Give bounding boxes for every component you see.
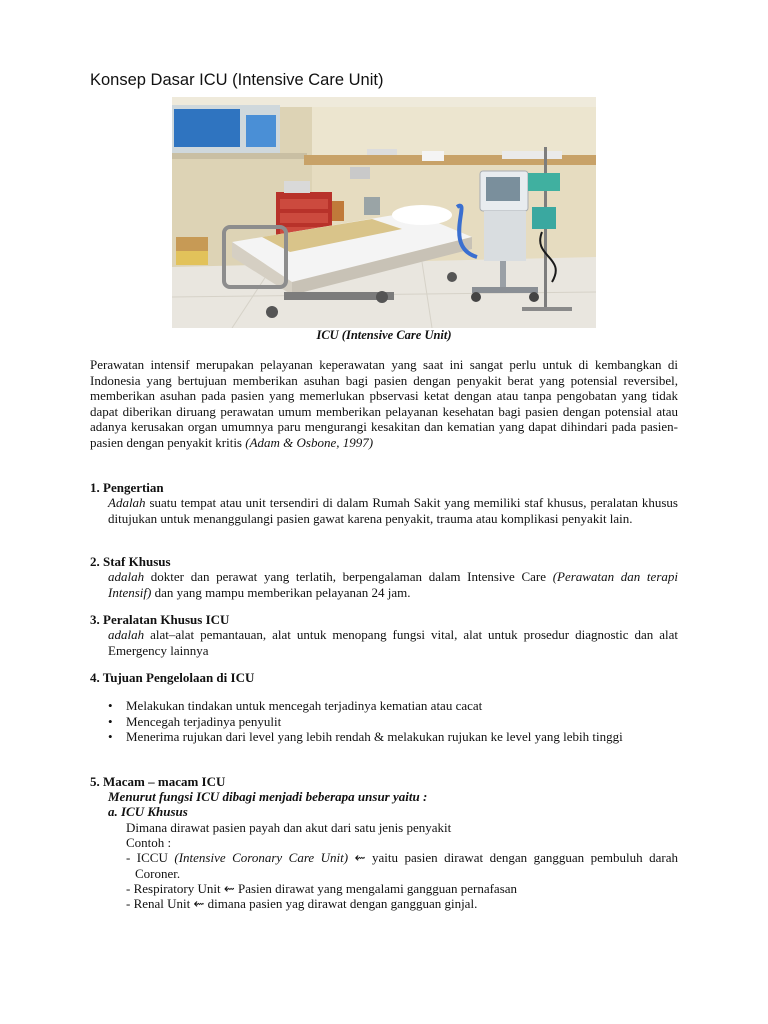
page-title: Konsep Dasar ICU (Intensive Care Unit): [90, 71, 384, 89]
section-5-sub-a-desc: Dimana dirawat pasien payah dan akut dari satu jenis penyakit: [126, 820, 452, 835]
icu-room-photo: [172, 97, 596, 328]
section-1-body: [108, 495, 678, 526]
section-3-lead: adalah: [108, 627, 145, 642]
section-5-contoh: Contoh :: [126, 835, 172, 850]
section-5-item-3: - Renal Unit ⇜ dimana pasien yag dirawat dengan gangguan ginjal.: [126, 896, 478, 911]
item-1-prefix: - ICCU: [126, 850, 175, 865]
section-4-heading: 4. Tujuan Pengelolaan di ICU: [90, 670, 255, 685]
section-1-heading: 1. Pengertian: [90, 480, 164, 495]
section-2-heading: 2. Staf Khusus: [90, 554, 171, 569]
section-2-tail: dan yang mampu memberikan pelayanan 24 jam.: [151, 584, 411, 600]
section-5-item-1: [126, 850, 678, 881]
section-5-sub-a: a. ICU Khusus: [108, 804, 188, 819]
section-3-heading: 3. Peralatan Khusus ICU: [90, 612, 230, 627]
section-1-lead: Adalah: [108, 495, 146, 510]
icu-photo-illustration: [172, 97, 596, 328]
list-item: • Menerima rujukan dari level yang lebih rendah & melakukan rujukan ke level yang lebih tinggi: [108, 729, 678, 745]
section-3-body: [108, 627, 678, 658]
section-4-bullet-list: [108, 698, 678, 745]
section-2-italic: (Perawatan dan terapi Intensif): [108, 569, 678, 600]
section-5-intro: Menurut fungsi ICU dibagi menjadi beberapa unsur yaitu :: [108, 789, 428, 804]
section-3-text: alat–alat pemantauan, alat untuk menopang fungsi vital, alat untuk prosedur diagnostic dan alat Emergency lainnya: [108, 627, 678, 658]
section-5-heading: 5. Macam – macam ICU: [90, 774, 226, 789]
item-1-italic: (Intensive Coronary Care Unit): [174, 850, 349, 865]
section-2-text: dokter dan perawat yang terlatih, berpengalaman dalam Intensive Care: [144, 569, 553, 584]
section-2-lead: adalah: [108, 569, 145, 584]
list-item: • Mencegah terjadinya penyulit: [108, 714, 678, 730]
list-item: • Melakukan tindakan untuk mencegah terjadinya kematian atau cacat: [108, 698, 678, 714]
section-1-text: suatu tempat atau unit tersendiri di dalam Rumah Sakit yang memiliki staf khusus, peralatan khusus ditujukan untuk menanggulangi pasien gawat karena penyakit, trauma atau komplikasi penyakit lain.: [108, 495, 678, 526]
intro-paragraph: [90, 357, 678, 450]
intro-citation: (Adam & Osbone, 1997): [245, 434, 374, 450]
figure-caption: ICU (Intensive Care Unit): [316, 328, 452, 342]
section-5-item-2: - Respiratory Unit ⇜ Pasien dirawat yang mengalami gangguan pernafasan: [126, 881, 518, 896]
intro-text: Perawatan intensif merupakan pelayanan keperawatan yang saat ini sangat perlu untuk di kembangkan di Indonesia yang bertujuan memberikan asuhan bagi pasien dengan penyakit berat yang potensial reversibel, memberikan asuhan pada pasien yang memerlukan pbservasi ketat dengan atau tanpa pengobatan yang tidak dapat diberikan diruang perawatan umum memberikan pelayanan kesehatan bagi pasien dengan potensial atau adanya kerusakan organ umumnya paru mengurangi kesakitan dan kematian yang dapat dihindari pada pasien-pasien dengan penyakit kritis: [90, 357, 678, 450]
section-2-body: [108, 569, 678, 600]
item-1-text: ⇜ yaitu pasien dirawat dengan gangguan pembuluh darah Coroner.: [135, 850, 678, 881]
